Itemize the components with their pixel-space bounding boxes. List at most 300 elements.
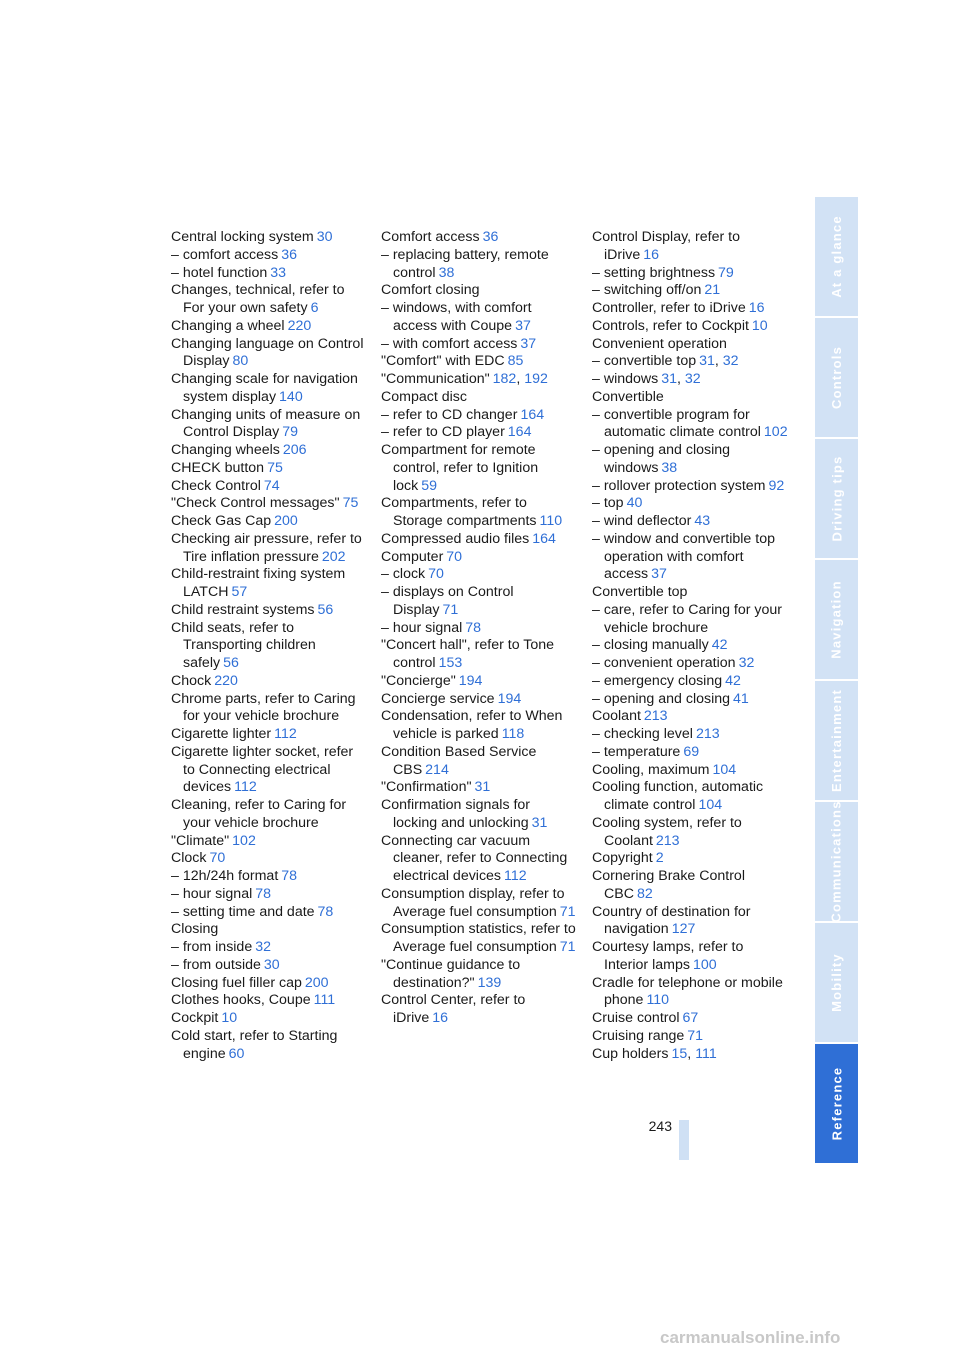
- page-link[interactable]: 78: [317, 903, 334, 920]
- index-term: – closing manually: [592, 637, 709, 654]
- page-link[interactable]: 118: [501, 726, 525, 742]
- index-term: Compact disc: [381, 388, 467, 405]
- index-entry: [171, 673, 367, 691]
- index-entry: [171, 566, 367, 602]
- page-link[interactable]: 164: [532, 530, 556, 547]
- page-link[interactable]: 43: [694, 513, 711, 529]
- page-link[interactable]: 85: [507, 353, 524, 370]
- index-term: – hour signal: [381, 619, 463, 636]
- page-link[interactable]: 102: [763, 424, 788, 441]
- index-entry: [171, 850, 367, 868]
- index-entry: [171, 495, 367, 513]
- page-link[interactable]: 220: [214, 672, 238, 689]
- index-entry: [592, 318, 788, 336]
- page-link[interactable]: 202: [321, 548, 346, 565]
- index-entry: [171, 921, 367, 939]
- index-term: Cleaning, refer to Caring for your vehicle brochure: [171, 797, 347, 831]
- page-separator: ,: [677, 371, 685, 387]
- page-link[interactable]: 31: [661, 371, 678, 387]
- index-entry: [592, 513, 788, 531]
- index-term: Cruise control: [592, 1010, 680, 1026]
- index-entry: [171, 478, 367, 496]
- index-term: Cockpit: [171, 1010, 219, 1026]
- page-link[interactable]: 71: [687, 1027, 704, 1044]
- index-entry: [381, 300, 577, 336]
- page-link[interactable]: 32: [738, 655, 755, 671]
- index-term: Cold start, refer to Starting engine: [171, 1027, 338, 1062]
- page-link[interactable]: 75: [267, 459, 283, 476]
- page-number: 243: [648, 1118, 672, 1134]
- index-entry: [171, 726, 367, 744]
- index-term: Computer: [381, 548, 444, 565]
- index-term: Checking air pressure, refer to Tire inflation pressure: [171, 530, 362, 565]
- index-entry: [592, 1046, 788, 1064]
- index-entry: [171, 904, 367, 922]
- index-term: – opening and closing windows: [592, 442, 731, 476]
- page-link[interactable]: 31: [474, 779, 491, 796]
- tab-controls[interactable]: [815, 318, 858, 437]
- page-link[interactable]: 82: [636, 885, 653, 902]
- index-entry: [381, 549, 577, 567]
- index-entry: [381, 424, 577, 442]
- index-entry: [592, 708, 788, 726]
- index-term: – hotel function: [171, 264, 268, 281]
- page-link[interactable]: 194: [458, 672, 483, 689]
- page-link[interactable]: 220: [287, 317, 312, 334]
- index-term: Cooling function, automatic climate control: [592, 779, 764, 813]
- tab-label: Driving tips: [829, 455, 845, 542]
- index-term: Changing units of measure on Control Display: [171, 406, 361, 441]
- index-term: – temperature: [592, 743, 681, 760]
- index-column-1: [171, 229, 367, 1063]
- tab-label: Mobility: [829, 953, 844, 1012]
- index-entry: [592, 904, 788, 940]
- index-entry: [592, 478, 788, 496]
- index-term: – care, refer to Caring for your vehicle brochure: [592, 601, 783, 636]
- index-term: Coolant: [592, 708, 641, 725]
- page-link[interactable]: 57: [231, 584, 248, 600]
- index-term: Compartments, refer to Storage compartments: [381, 495, 537, 529]
- page-link[interactable]: 42: [711, 637, 728, 654]
- page-link[interactable]: 56: [223, 655, 239, 671]
- index-term: – wind deflector: [592, 513, 692, 529]
- index-entry: [171, 797, 367, 833]
- index-entry: [381, 247, 577, 283]
- page-link[interactable]: 112: [234, 779, 257, 796]
- index-entry: [592, 939, 788, 975]
- page-link[interactable]: 104: [712, 761, 737, 778]
- index-term: Controls, refer to Cockpit: [592, 317, 749, 334]
- index-entry: [171, 371, 367, 407]
- index-entry: [381, 957, 577, 993]
- page-separator: ,: [714, 353, 723, 370]
- index-term: Child restraint systems: [171, 601, 315, 618]
- index-entry: [592, 602, 788, 638]
- page-link[interactable]: 56: [317, 601, 334, 618]
- index-term: Copyright: [592, 850, 653, 867]
- index-entry: [171, 247, 367, 265]
- page-link[interactable]: 213: [643, 708, 668, 725]
- page-link[interactable]: 31: [699, 353, 715, 370]
- page-link[interactable]: 92: [768, 477, 785, 494]
- page-link[interactable]: 37: [651, 566, 667, 583]
- index-entry: [171, 1028, 367, 1064]
- index-term: – comfort access: [171, 246, 279, 263]
- index-entry: [592, 637, 788, 655]
- tab-reference[interactable]: [815, 1044, 858, 1163]
- index-entry: [592, 815, 788, 851]
- index-entry: [592, 495, 788, 513]
- page-link[interactable]: 206: [282, 442, 307, 458]
- index-term: – from inside: [171, 939, 253, 955]
- page-link[interactable]: 30: [263, 956, 280, 973]
- index-entry: [381, 620, 577, 638]
- page-link[interactable]: 37: [520, 335, 537, 352]
- page-link[interactable]: 59: [421, 477, 438, 494]
- tab-at-a-glance[interactable]: [815, 197, 858, 316]
- index-term: Cigarette lighter socket, refer to Connecting electrical devices: [171, 743, 354, 796]
- page-link[interactable]: 194: [497, 690, 522, 707]
- page-link[interactable]: 16: [432, 1010, 449, 1026]
- page-separator: ,: [687, 1045, 696, 1062]
- index-term: Comfort closing: [381, 282, 480, 299]
- index-entry: [592, 353, 788, 371]
- page-link[interactable]: 74: [263, 477, 280, 494]
- index-entry: [171, 833, 367, 851]
- index-term: Compressed audio files: [381, 530, 530, 547]
- index-term: "Communication": [381, 371, 490, 387]
- page-link[interactable]: 71: [559, 903, 576, 920]
- index-entry: [171, 1010, 367, 1028]
- page-link[interactable]: 70: [209, 850, 226, 867]
- tab-mobility[interactable]: [815, 923, 858, 1042]
- tab-communications[interactable]: [815, 802, 858, 921]
- index-entry: [171, 531, 367, 567]
- index-term: Courtesy lamps, refer to Interior lamps: [592, 939, 744, 973]
- index-entry: [171, 975, 367, 993]
- page-link[interactable]: 127: [671, 921, 696, 938]
- index-entry: [592, 691, 788, 709]
- index-entry: [592, 744, 788, 762]
- page-link[interactable]: 80: [232, 353, 249, 370]
- index-entry: [381, 691, 577, 709]
- index-entry: [381, 744, 577, 780]
- tab-label: Controls: [829, 345, 845, 410]
- index-entry: [592, 762, 788, 780]
- index-entry: [592, 407, 788, 443]
- index-entry: [592, 531, 788, 584]
- page-link[interactable]: 16: [643, 246, 660, 263]
- page-link[interactable]: 182: [492, 371, 517, 387]
- index-entry: [592, 442, 788, 478]
- page-link[interactable]: 21: [704, 282, 721, 299]
- page-link[interactable]: 67: [682, 1010, 699, 1026]
- index-term: – emergency closing: [592, 672, 723, 689]
- index-term: – hour signal: [171, 885, 253, 902]
- index-term: Chrome parts, refer to Caring for your vehicle brochure: [171, 690, 356, 725]
- index-term: – displays on Control Display: [381, 584, 514, 618]
- index-term: "Concierge": [381, 672, 456, 689]
- index-entry: [381, 921, 577, 957]
- index-term: Cruising range: [592, 1027, 685, 1044]
- index-entry: [171, 602, 367, 620]
- index-term: Central locking system: [171, 229, 314, 245]
- page-link[interactable]: 36: [482, 229, 499, 245]
- index-entry: [592, 265, 788, 283]
- index-term: Concierge service: [381, 690, 495, 707]
- page-link[interactable]: 79: [282, 424, 298, 441]
- index-term: "Continue guidance to destination?": [381, 956, 521, 991]
- page-link[interactable]: 70: [446, 548, 463, 565]
- page-link[interactable]: 32: [684, 371, 701, 387]
- index-entry: [381, 797, 577, 833]
- page-link[interactable]: 40: [626, 495, 643, 512]
- page-link[interactable]: 42: [725, 672, 741, 689]
- page-link[interactable]: 71: [559, 939, 576, 955]
- tab-entertainment[interactable]: [815, 681, 858, 800]
- page-link[interactable]: 164: [507, 424, 532, 441]
- page-link[interactable]: 38: [661, 459, 678, 476]
- tab-label: At a glance: [829, 215, 844, 298]
- page-link[interactable]: 33: [270, 264, 287, 281]
- index-entry: [592, 975, 788, 1011]
- index-entry: [592, 673, 788, 691]
- index-term: Compartment for remote control, refer to Ignition lock: [381, 442, 539, 494]
- page-link[interactable]: 213: [655, 832, 680, 849]
- index-term: – opening and closing: [592, 690, 731, 707]
- page-link[interactable]: 213: [695, 726, 720, 742]
- index-entry: [592, 1028, 788, 1046]
- tab-label: Reference: [829, 1066, 845, 1141]
- index-term: – windows: [592, 371, 659, 387]
- index-entry: [171, 318, 367, 336]
- index-entry: [592, 584, 788, 602]
- index-term: – replacing battery, remote control: [381, 246, 549, 281]
- page-link[interactable]: 140: [279, 388, 303, 405]
- index-term: Country of destination for navigation: [592, 903, 751, 938]
- index-term: Condition Based Service CBS: [381, 743, 537, 778]
- tab-driving-tips[interactable]: [815, 439, 858, 558]
- index-term: Closing fuel filler cap: [171, 974, 302, 991]
- index-term: – convenient operation: [592, 655, 736, 671]
- page-link[interactable]: 32: [255, 939, 271, 955]
- index-entry: [381, 566, 577, 584]
- page-link[interactable]: 75: [342, 495, 359, 512]
- index-term: – convertible top: [592, 353, 697, 370]
- page-link[interactable]: 30: [316, 229, 333, 245]
- index-term: Changing wheels: [171, 442, 280, 458]
- page-link[interactable]: 192: [524, 371, 548, 387]
- index-entry: [592, 779, 788, 815]
- page-link[interactable]: 2: [655, 850, 664, 867]
- page-link[interactable]: 78: [281, 868, 298, 884]
- page-link[interactable]: 31: [531, 814, 548, 831]
- index-entry: [171, 868, 367, 886]
- page-link[interactable]: 38: [438, 264, 455, 281]
- index-entry: [381, 371, 577, 389]
- page-link[interactable]: 60: [228, 1045, 245, 1062]
- page-link[interactable]: 102: [232, 832, 256, 849]
- tab-label: Navigation: [829, 580, 844, 659]
- page-link[interactable]: 200: [274, 513, 298, 529]
- index-entry: [171, 442, 367, 460]
- index-entry: [381, 637, 577, 673]
- index-entry: [381, 779, 577, 797]
- page-link[interactable]: 6: [310, 300, 319, 316]
- index-term: – windows, with comfort access with Coupe: [381, 300, 532, 334]
- tab-label: Entertainment: [829, 688, 845, 793]
- page-link[interactable]: 139: [477, 974, 502, 991]
- index-term: Convenient operation: [592, 335, 727, 352]
- page-link[interactable]: 79: [718, 264, 734, 281]
- index-term: "Check Control messages": [171, 495, 340, 512]
- section-tabs: [815, 197, 858, 1165]
- index-term: Clothes hooks, Coupe: [171, 992, 311, 1009]
- index-entry: [381, 282, 577, 300]
- index-term: – with comfort access: [381, 335, 518, 352]
- index-entry: [171, 336, 367, 372]
- index-term: Cigarette lighter: [171, 726, 272, 742]
- page-link[interactable]: 36: [281, 246, 298, 263]
- page-link[interactable]: 110: [646, 992, 670, 1009]
- index-entry: [171, 939, 367, 957]
- index-term: Cooling system, refer to Coolant: [592, 814, 742, 849]
- index-column-2: [381, 229, 577, 1028]
- index-entry: [592, 229, 788, 265]
- index-entry: [171, 886, 367, 904]
- page-link[interactable]: 200: [304, 974, 329, 991]
- tab-navigation[interactable]: [815, 560, 858, 679]
- page-link[interactable]: 214: [425, 761, 449, 778]
- index-entry: [381, 353, 577, 371]
- index-term: Changing a wheel: [171, 317, 285, 334]
- index-entry: [171, 992, 367, 1010]
- page-link[interactable]: 71: [442, 601, 459, 618]
- index-entry: [171, 229, 367, 247]
- index-term: Child seats, refer to Transporting children safely: [171, 619, 316, 671]
- index-term: – 12h/24h format: [171, 868, 279, 884]
- index-term: Comfort access: [381, 229, 480, 245]
- index-entry: [592, 282, 788, 300]
- page-link[interactable]: 15: [671, 1045, 688, 1062]
- index-entry: [592, 300, 788, 318]
- index-entry: [381, 708, 577, 744]
- index-term: – rollover protection system: [592, 477, 766, 494]
- index-entry: [171, 407, 367, 443]
- index-term: – top: [592, 495, 624, 512]
- page-link[interactable]: 37: [515, 317, 531, 334]
- page-link[interactable]: 164: [520, 406, 545, 423]
- index-term: Confirmation signals for locking and unlocking: [381, 797, 531, 831]
- index-term: "Concert hall", refer to Tone control: [381, 637, 555, 671]
- index-entry: [592, 850, 788, 868]
- index-term: Control Display, refer to iDrive: [592, 229, 740, 263]
- page-link[interactable]: 104: [698, 797, 723, 813]
- page-number-bar: [679, 1120, 689, 1160]
- index-entry: [592, 655, 788, 673]
- index-term: Cradle for telephone or mobile phone: [592, 974, 783, 1009]
- index-entry: [381, 992, 577, 1028]
- index-term: "Climate": [171, 832, 230, 849]
- page-link[interactable]: 111: [695, 1045, 717, 1062]
- index-term: Cornering Brake Control CBC: [592, 868, 745, 902]
- index-term: – checking level: [592, 726, 693, 742]
- index-entry: [592, 868, 788, 904]
- page-link[interactable]: 32: [722, 353, 739, 370]
- index-term: Closing: [171, 921, 219, 938]
- page-link[interactable]: 10: [751, 317, 768, 334]
- index-term: Chock: [171, 672, 212, 689]
- index-term: – window and convertible top operation with comfort access: [592, 530, 775, 583]
- page-link[interactable]: 41: [733, 690, 749, 707]
- page-link[interactable]: 110: [539, 513, 563, 529]
- index-entry: [171, 513, 367, 531]
- index-term: Check Control: [171, 477, 261, 494]
- page-link[interactable]: 70: [428, 566, 444, 583]
- index-entry: [171, 957, 367, 975]
- index-entry: [592, 389, 788, 407]
- index-term: Convertible: [592, 388, 664, 405]
- index-term: CHECK button: [171, 459, 265, 476]
- page-link[interactable]: 112: [504, 868, 527, 884]
- index-term: Changing language on Control Display: [171, 335, 364, 370]
- index-entry: [381, 229, 577, 247]
- index-entry: [381, 833, 577, 886]
- index-term: – switching off/on: [592, 282, 702, 299]
- page-link[interactable]: 153: [438, 655, 463, 671]
- page-link[interactable]: 69: [683, 743, 700, 760]
- page-link[interactable]: 10: [221, 1010, 238, 1026]
- watermark: carmanualsonline.info: [660, 1328, 841, 1347]
- index-entry: [592, 371, 788, 389]
- index-term: Check Gas Cap: [171, 513, 272, 529]
- index-term: Cup holders: [592, 1045, 669, 1062]
- index-term: – setting brightness: [592, 264, 716, 281]
- page-link[interactable]: 78: [465, 619, 482, 636]
- index-entry: [592, 1010, 788, 1028]
- index-entry: [381, 407, 577, 425]
- page-link[interactable]: 100: [692, 956, 717, 973]
- index-entry: [592, 336, 788, 354]
- index-entry: [381, 886, 577, 922]
- page-separator: ,: [516, 371, 525, 387]
- index-term: – from outside: [171, 956, 261, 973]
- index-entry: [171, 265, 367, 283]
- page-link[interactable]: 16: [748, 300, 765, 316]
- index-term: – convertible program for automatic climate control: [592, 406, 761, 441]
- index-entry: [381, 673, 577, 691]
- index-entry: [171, 460, 367, 478]
- index-term: Changes, technical, refer to For your own safety: [171, 282, 345, 316]
- page-link[interactable]: 111: [313, 992, 336, 1009]
- index-term: Convertible top: [592, 584, 688, 600]
- index-column-3: [592, 229, 788, 1063]
- index-term: Child-restraint fixing system LATCH: [171, 566, 346, 600]
- tab-label: Communications: [829, 800, 845, 923]
- index-term: Control Center, refer to iDrive: [381, 992, 526, 1026]
- index-entry: [171, 691, 367, 727]
- index-term: – setting time and date: [171, 903, 315, 920]
- page-link[interactable]: 112: [274, 726, 297, 742]
- index-term: Clock: [171, 850, 207, 867]
- index-term: Consumption display, refer to Average fuel consumption: [381, 885, 565, 920]
- index-term: – refer to CD changer: [381, 406, 518, 423]
- index-term: – clock: [381, 566, 426, 583]
- index-entry: [171, 282, 367, 318]
- page-link[interactable]: 78: [255, 885, 272, 902]
- index-entry: [381, 389, 577, 407]
- index-term: Changing scale for navigation system display: [171, 371, 358, 405]
